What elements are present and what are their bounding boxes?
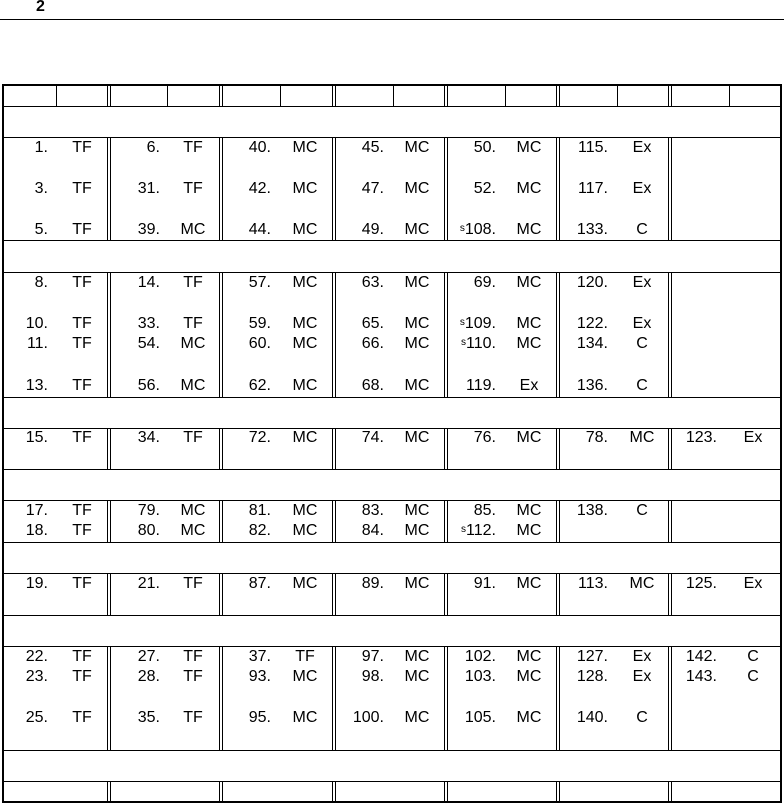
question-type: MC bbox=[292, 377, 318, 394]
question-type: TF bbox=[72, 180, 92, 197]
question-number: $^s$112. bbox=[461, 522, 496, 539]
question-type: TF bbox=[183, 648, 203, 665]
question-number: 113. bbox=[578, 575, 608, 592]
header-subrule bbox=[617, 86, 618, 106]
question-number: 25. bbox=[25, 709, 48, 726]
question-number: 66. bbox=[361, 335, 384, 352]
question-type: MC bbox=[516, 221, 542, 238]
supplement-marker: s bbox=[461, 524, 467, 535]
question-type: TF bbox=[72, 139, 92, 156]
question-type: MC bbox=[629, 429, 655, 446]
question-number: 119. bbox=[466, 377, 496, 394]
question-type: TF bbox=[72, 429, 92, 446]
question-number: 33. bbox=[137, 315, 160, 332]
question-number: 10. bbox=[25, 315, 48, 332]
question-number: 100. bbox=[352, 709, 384, 726]
question-type: TF bbox=[183, 709, 203, 726]
question-number: $^s$108. bbox=[459, 221, 496, 238]
question-number: 39. bbox=[137, 221, 160, 238]
question-type: Ex bbox=[743, 429, 763, 446]
question-number: 6. bbox=[146, 139, 160, 156]
question-type: TF bbox=[183, 274, 203, 291]
question-number: 8. bbox=[34, 274, 48, 291]
question-type: MC bbox=[516, 648, 542, 665]
question-number: 21. bbox=[137, 575, 160, 592]
question-type: TF bbox=[72, 221, 92, 238]
question-number: 89. bbox=[361, 575, 384, 592]
question-type: Ex bbox=[743, 575, 763, 592]
question-type: TF bbox=[72, 668, 92, 685]
question-number: 122. bbox=[576, 315, 608, 332]
question-number: 123. bbox=[685, 429, 717, 446]
question-number: 34. bbox=[137, 429, 160, 446]
question-number: 11. bbox=[26, 335, 48, 352]
question-type: TF bbox=[72, 335, 92, 352]
question-number: 28. bbox=[137, 668, 160, 685]
question-type: MC bbox=[404, 502, 430, 519]
question-number: 3. bbox=[34, 180, 48, 197]
question-type: MC bbox=[516, 522, 542, 539]
question-type: MC bbox=[516, 315, 542, 332]
question-number: 15. bbox=[25, 429, 48, 446]
question-number: 125. bbox=[685, 575, 717, 592]
blank-band bbox=[4, 543, 780, 573]
question-type: Ex bbox=[632, 139, 652, 156]
question-number: 127. bbox=[576, 648, 608, 665]
question-number: 68. bbox=[361, 377, 384, 394]
question-type: C bbox=[747, 668, 759, 685]
question-number: 120. bbox=[576, 274, 608, 291]
question-number: 82. bbox=[248, 522, 271, 539]
question-number: 1. bbox=[34, 139, 48, 156]
question-type: TF bbox=[183, 139, 203, 156]
question-type: MC bbox=[404, 335, 430, 352]
question-type: Ex bbox=[632, 668, 652, 685]
header-subrule bbox=[393, 86, 394, 106]
question-number: 44. bbox=[248, 221, 271, 238]
question-type: MC bbox=[180, 502, 206, 519]
question-number: 76. bbox=[473, 429, 496, 446]
question-type: MC bbox=[292, 575, 318, 592]
question-type: MC bbox=[292, 502, 318, 519]
question-number: 72. bbox=[248, 429, 271, 446]
question-type: TF bbox=[72, 502, 92, 519]
question-number: 95. bbox=[248, 709, 271, 726]
question-type: TF bbox=[295, 648, 315, 665]
question-number: 50. bbox=[473, 139, 496, 156]
question-type: MC bbox=[292, 221, 318, 238]
question-number: 27. bbox=[137, 648, 160, 665]
question-type: MC bbox=[516, 502, 542, 519]
question-number: 65. bbox=[361, 315, 384, 332]
question-type: MC bbox=[404, 575, 430, 592]
row-rule bbox=[4, 781, 780, 782]
question-number: 31. bbox=[137, 180, 160, 197]
question-number: 19. bbox=[25, 575, 48, 592]
blank-band bbox=[4, 470, 780, 500]
question-type: MC bbox=[292, 335, 318, 352]
question-number: 140. bbox=[576, 709, 608, 726]
question-number: 105. bbox=[464, 709, 496, 726]
blank-band bbox=[4, 751, 780, 781]
question-number: 85. bbox=[473, 502, 496, 519]
question-number: 97. bbox=[361, 648, 384, 665]
question-number: 117. bbox=[578, 180, 608, 197]
question-number: 78. bbox=[585, 429, 608, 446]
question-type: TF bbox=[183, 315, 203, 332]
question-type: MC bbox=[516, 429, 542, 446]
question-number: 62. bbox=[248, 377, 271, 394]
question-type: MC bbox=[516, 180, 542, 197]
question-number: 18. bbox=[25, 522, 48, 539]
question-number: 23. bbox=[25, 668, 48, 685]
question-type-table bbox=[2, 84, 782, 803]
question-type: TF bbox=[72, 575, 92, 592]
question-type: MC bbox=[516, 335, 542, 352]
question-number: 87. bbox=[248, 575, 271, 592]
question-number: 63. bbox=[361, 274, 384, 291]
question-number: 136. bbox=[576, 377, 608, 394]
question-type: C bbox=[636, 221, 648, 238]
question-number: 81. bbox=[248, 502, 271, 519]
row-rule bbox=[4, 272, 780, 273]
question-type: Ex bbox=[632, 648, 652, 665]
header-subrule bbox=[56, 86, 57, 106]
row-rule bbox=[4, 573, 780, 574]
question-type: MC bbox=[516, 668, 542, 685]
question-type: C bbox=[747, 648, 759, 665]
supplement-marker: s bbox=[459, 223, 465, 234]
question-type: MC bbox=[404, 522, 430, 539]
question-type: MC bbox=[404, 709, 430, 726]
question-type: MC bbox=[629, 575, 655, 592]
question-number: 59. bbox=[248, 315, 271, 332]
header-subrule bbox=[280, 86, 281, 106]
question-number: 84. bbox=[361, 522, 384, 539]
question-type: Ex bbox=[632, 274, 652, 291]
question-type: MC bbox=[404, 139, 430, 156]
question-number: 83. bbox=[361, 502, 384, 519]
question-number: 60. bbox=[248, 335, 271, 352]
blank-band bbox=[4, 398, 780, 428]
question-number: 5. bbox=[34, 221, 48, 238]
question-type: MC bbox=[404, 180, 430, 197]
supplement-marker: s bbox=[459, 317, 465, 328]
page-number: 2 bbox=[36, 0, 45, 15]
question-type: TF bbox=[72, 709, 92, 726]
blank-band bbox=[4, 241, 780, 272]
question-type: Ex bbox=[519, 377, 539, 394]
question-number: 54. bbox=[137, 335, 160, 352]
question-number: 79. bbox=[137, 502, 160, 519]
question-number: 80. bbox=[137, 522, 160, 539]
question-type: MC bbox=[404, 221, 430, 238]
question-type: TF bbox=[72, 648, 92, 665]
question-number: 49. bbox=[361, 221, 384, 238]
question-number: 42. bbox=[248, 180, 271, 197]
question-number: 103. bbox=[464, 668, 496, 685]
question-number: 143. bbox=[685, 668, 717, 685]
question-number: 115. bbox=[578, 139, 608, 156]
question-type: MC bbox=[292, 668, 318, 685]
question-type: MC bbox=[180, 335, 206, 352]
question-number: 22. bbox=[25, 648, 48, 665]
question-type: MC bbox=[292, 315, 318, 332]
question-type: MC bbox=[180, 522, 206, 539]
question-type: Ex bbox=[632, 315, 652, 332]
question-number: $^s$109. bbox=[459, 315, 496, 332]
question-number: 74. bbox=[361, 429, 384, 446]
question-number: 47. bbox=[361, 180, 384, 197]
question-type: Ex bbox=[632, 180, 652, 197]
question-type: TF bbox=[183, 668, 203, 685]
question-number: 93. bbox=[248, 668, 271, 685]
question-type: MC bbox=[404, 429, 430, 446]
question-number: 37. bbox=[248, 648, 271, 665]
question-number: 17. bbox=[25, 502, 48, 519]
question-number: 98. bbox=[361, 668, 384, 685]
question-number: $^s$110. bbox=[461, 335, 496, 352]
question-number: 102. bbox=[464, 648, 496, 665]
question-number: 52. bbox=[473, 180, 496, 197]
question-number: 69. bbox=[473, 274, 496, 291]
question-type: C bbox=[636, 502, 648, 519]
question-number: 40. bbox=[248, 139, 271, 156]
question-number: 14. bbox=[137, 274, 160, 291]
blank-band bbox=[4, 616, 780, 646]
question-number: 91. bbox=[473, 575, 496, 592]
question-type: MC bbox=[404, 274, 430, 291]
question-number: 57. bbox=[248, 274, 271, 291]
question-type: MC bbox=[404, 315, 430, 332]
question-type: MC bbox=[292, 180, 318, 197]
supplement-marker: s bbox=[461, 337, 467, 348]
row-rule bbox=[4, 500, 780, 501]
row-rule bbox=[4, 646, 780, 647]
question-type: TF bbox=[72, 274, 92, 291]
question-type: MC bbox=[404, 648, 430, 665]
header-subrule bbox=[505, 86, 506, 106]
header-subrule bbox=[167, 86, 168, 106]
question-number: 56. bbox=[137, 377, 160, 394]
question-number: 13. bbox=[25, 377, 48, 394]
question-type: C bbox=[636, 377, 648, 394]
question-type: TF bbox=[72, 315, 92, 332]
row-rule bbox=[4, 137, 780, 138]
question-number: 35. bbox=[137, 709, 160, 726]
question-type: MC bbox=[404, 668, 430, 685]
question-type: TF bbox=[72, 377, 92, 394]
question-type: MC bbox=[292, 522, 318, 539]
question-number: 142. bbox=[685, 648, 717, 665]
question-number: 133. bbox=[576, 221, 608, 238]
question-number: 138. bbox=[576, 502, 608, 519]
question-type: MC bbox=[516, 575, 542, 592]
blank-band bbox=[4, 107, 780, 137]
question-type: TF bbox=[72, 522, 92, 539]
question-type: TF bbox=[183, 180, 203, 197]
header-rule bbox=[0, 19, 784, 20]
question-number: 45. bbox=[361, 139, 384, 156]
question-type: MC bbox=[180, 377, 206, 394]
question-type: MC bbox=[516, 274, 542, 291]
question-type: MC bbox=[292, 139, 318, 156]
question-type: MC bbox=[292, 709, 318, 726]
question-type: MC bbox=[516, 709, 542, 726]
question-type: MC bbox=[516, 139, 542, 156]
question-number: 128. bbox=[576, 668, 608, 685]
question-type: MC bbox=[180, 221, 206, 238]
question-type: MC bbox=[292, 429, 318, 446]
question-type: TF bbox=[183, 575, 203, 592]
question-type: TF bbox=[183, 429, 203, 446]
question-type: MC bbox=[292, 274, 318, 291]
question-type: C bbox=[636, 709, 648, 726]
question-type: C bbox=[636, 335, 648, 352]
question-number: 134. bbox=[576, 335, 608, 352]
question-type: MC bbox=[404, 377, 430, 394]
header-subrule bbox=[729, 86, 730, 106]
